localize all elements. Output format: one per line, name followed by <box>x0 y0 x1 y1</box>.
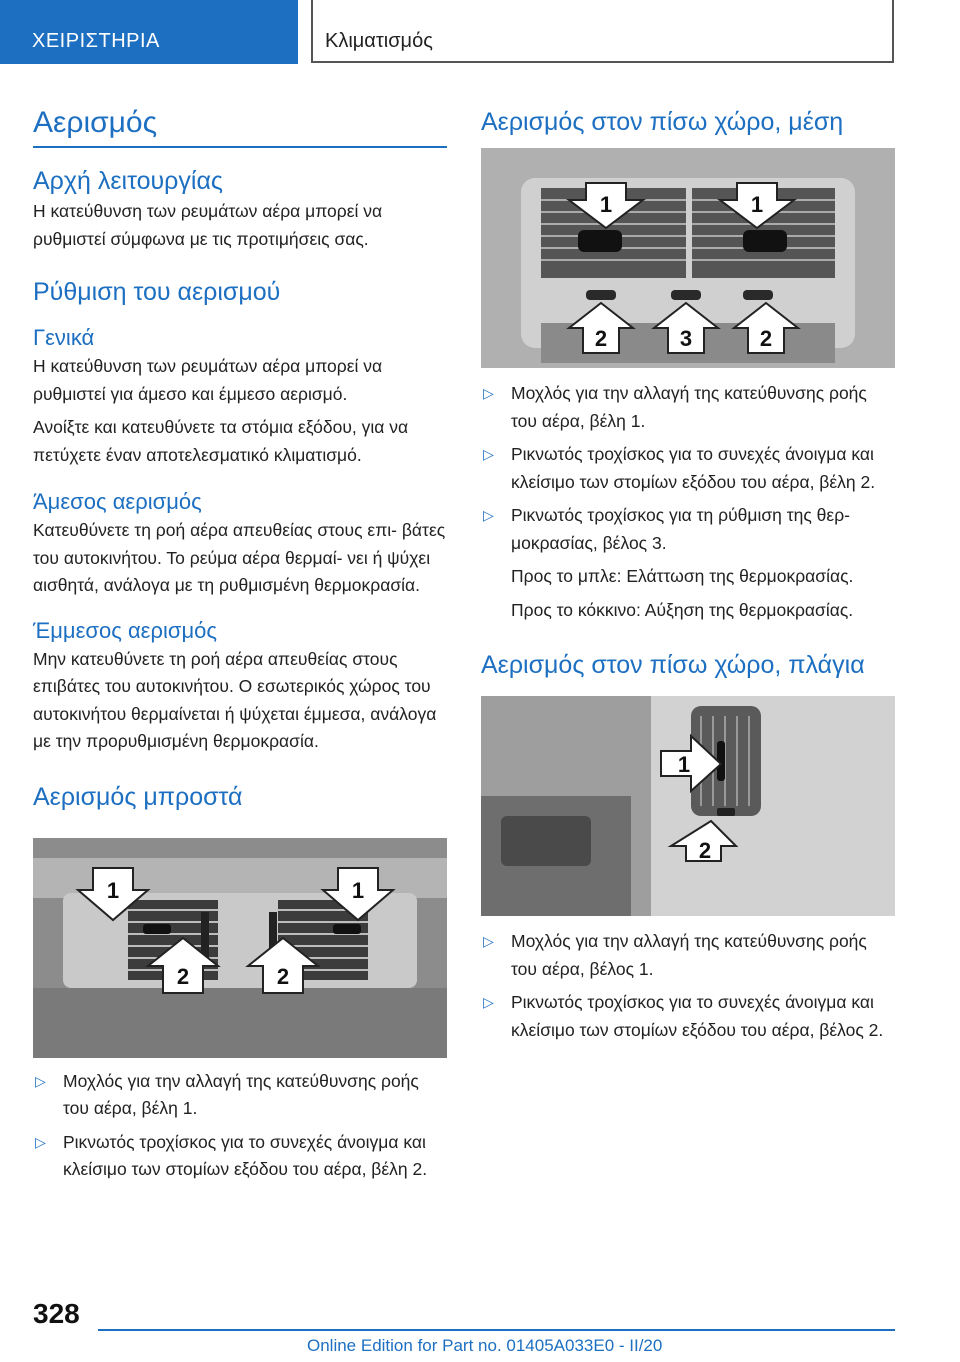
triangle-bullet-icon: ▷ <box>483 933 494 949</box>
left-column <box>33 100 447 1184</box>
footer-rule <box>98 1329 895 1331</box>
temp-decrease-note: Προς το μπλε: Ελάττωση της θερμοκρασίας. <box>511 566 854 586</box>
rear-center-illustration <box>481 148 895 368</box>
triangle-bullet-icon: ▷ <box>483 385 494 401</box>
front-list <box>33 1068 447 1184</box>
list-item: ▷ Μοχλός για την αλλαγή της κατεύθυνσης ροής του αέρα, βέλη 1. <box>33 1068 447 1123</box>
section-tab-label: ΧΕΙΡΙΣΤΗΡΙΑ <box>32 30 160 52</box>
rear-center-vents-image <box>481 148 895 368</box>
front-arrow-1-left: 1 <box>106 877 120 903</box>
list-item: ▷ Ρικνωτός τροχίσκος για το συνεχές άνοιγμα και κλείσιμο των στομίων εξόδου του αέρα, βέλη 2. <box>481 441 895 496</box>
rear-arrow-2-left: 2 <box>594 326 608 351</box>
triangle-bullet-icon: ▷ <box>483 507 494 523</box>
edition-text: Online Edition for Part no. 01405A033E0 - II/20 <box>307 1336 663 1355</box>
rear-arrow-1-right: 1 <box>750 192 764 217</box>
principle-text: Η κατεύθυνση των ρευμάτων αέρα μπορεί να ρυθμιστεί σύμφωνα με τις προτιμήσεις σας. <box>33 201 383 249</box>
list-item: ▷ Ρικνωτός τροχίσκος για τη ρύθμιση της θερ- μοκρασίας, βέλος 3. <box>481 502 895 557</box>
direct-text: Κατευθύνετε τη ροή αέρα απευθείας στους επι- βάτες του αυτοκινήτου. Το ρεύμα αέρα θερμαί- νει ή ψύχει αισθητά, ανάλογα με τη ρυθμισμένη θερμοκρασία. <box>33 520 446 595</box>
front-arrow-2-left: 2 <box>176 963 190 989</box>
triangle-bullet-icon: ▷ <box>35 1072 46 1089</box>
right-column <box>481 100 895 1044</box>
front-arrow-1-right: 1 <box>351 877 365 903</box>
rear-arrow-2-right: 2 <box>759 326 773 351</box>
front-heading: Αερισμός μπροστά <box>33 782 243 811</box>
rear-side-heading: Αερισμός στον πίσω χώρο, πλάγια <box>481 651 865 679</box>
triangle-bullet-icon: ▷ <box>483 446 494 462</box>
triangle-bullet-icon: ▷ <box>35 1133 46 1150</box>
front-vents-image <box>33 838 447 1058</box>
section-tab <box>0 0 298 64</box>
rear-center-list <box>481 380 895 557</box>
page-number: 328 <box>33 1298 80 1329</box>
indirect-text: Μην κατευθύνετε τη ροή αέρα απευθείας στους επιβάτες του αυτοκινήτου. Ο εσωτερικός χώρος του αυτοκινήτου θερμαίνεται ή ψύχεται έμμεσα, ανάλογα με την προρυθμισμένη θερμοκρασία. <box>33 648 437 751</box>
rear-center-heading: Αερισμός στον πίσω χώρο, μέση <box>481 108 844 136</box>
side-arrow-2: 2 <box>698 838 712 863</box>
title-rule <box>33 146 447 148</box>
front-vents-illustration <box>33 838 447 1058</box>
indirect-heading: Έμμεσος αερισμός <box>33 617 217 643</box>
side-arrow-1: 1 <box>677 752 691 777</box>
list-item: ▷ Μοχλός για την αλλαγή της κατεύθυνσης ροής του αέρα, βέλη 1. <box>481 380 895 435</box>
general-heading: Γενικά <box>33 325 95 350</box>
rear-side-vent-image <box>481 696 895 916</box>
rear-arrow-3: 3 <box>679 326 693 351</box>
list-item: ▷ Μοχλός για την αλλαγή της κατεύθυνσης ροής του αέρα, βέλος 1. <box>481 928 895 983</box>
setting-heading: Ρύθμιση του αερισμού <box>33 278 281 306</box>
list-item: ▷ Ρικνωτός τροχίσκος για το συνεχές άνοιγμα και κλείσιμο των στομίων εξόδου του αέρα, βέλη 2. <box>33 1129 447 1184</box>
rear-side-list <box>481 928 895 1044</box>
page-title: Αερισμός <box>33 106 158 139</box>
direct-heading: Άμεσος αερισμός <box>33 489 202 514</box>
temp-increase-note: Προς το κόκκινο: Αύξηση της θερμοκρασίας. <box>511 599 854 620</box>
list-item: ▷ Ρικνωτός τροχίσκος για το συνεχές άνοιγμα και κλείσιμο των στομίων εξόδου του αέρα, βέλος 2. <box>481 989 895 1044</box>
general-text-2: Ανοίξτε και κατευθύνετε τα στόμια εξόδου, για να πετύχετε έναν αποτελεσματικό κλιματισμό. <box>33 417 409 465</box>
rear-side-illustration <box>481 696 895 916</box>
chapter-header <box>311 0 894 63</box>
rear-arrow-1-left: 1 <box>599 192 613 217</box>
chapter-title: Κλιματισμός <box>325 30 433 52</box>
front-arrow-2-right: 2 <box>276 963 290 989</box>
general-text-1: Η κατεύθυνση των ρευμάτων αέρα μπορεί να ρυθμιστεί για άμεσο και έμμεσο αερισμό. <box>33 356 383 404</box>
principle-heading: Αρχή λειτουργίας <box>33 167 223 195</box>
triangle-bullet-icon: ▷ <box>483 994 494 1010</box>
